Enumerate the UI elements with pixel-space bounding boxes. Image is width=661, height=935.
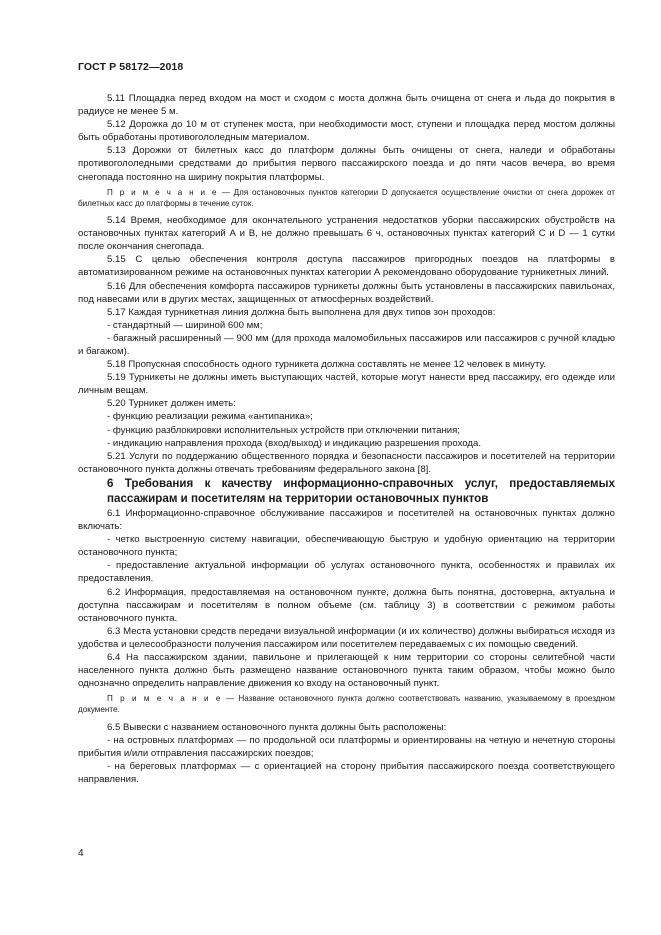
paragraph-5-14: 5.14 Время, необходимое для окончательного устранения недостатков уборки пассажирских обустройств на остановочных пунктах категорий А и В, не должно превышать 6 ч, остановочных пунктах категорий С и D — 1 сутки после окончания снегопада. [78, 215, 615, 253]
list-item: - на островных платформах — по продольной оси платформы и ориентированы на четную и нечетную стороны прибытия и/или отправления пассажирских поездов; [78, 734, 615, 759]
paragraph-5-21: 5.21 Услуги по поддержанию общественного порядка и безопасности пассажиров и посетителей на территории остановочного пункта должны отвечать требованиям федерального закона [8]. [78, 450, 615, 475]
paragraph-6-4: 6.4 На пассажирском здании, павильоне и прилегающей к ним территории со стороны селитебной части населенного пункта должно быть размещено название остановочного пункта таким образом, чтобы можно было однозначно определить направление движения ко входу на остановочный пункт. [78, 651, 615, 690]
list-item: - функцию реализации режима «антипаника»; [107, 411, 313, 423]
document-body [78, 92, 615, 786]
paragraph-5-20: 5.20 Турникет должен иметь: [107, 398, 236, 410]
note-text: — Название остановочного пункта должно соответствовать названию, указываемому в проездном документе. [78, 694, 615, 715]
paragraph-5-17: 5.17 Каждая турникетная линия должна быть выполнена для двух типов зон проходов: [107, 306, 496, 318]
list-item: - четко выстроенную систему навигации, обеспечивающую быструю и удобную ориентацию на территории остановочного пункта; [78, 534, 615, 559]
paragraph-6-1: 6.1 Информационно-справочное обслуживание пассажиров и посетителей на остановочных пунктах должно включать: [78, 507, 615, 533]
paragraph-6-2: 6.2 Информация, предоставляемая на остановочном пункте, должна быть понятна, достоверна, актуальна и доступна пассажирам и посетителям в полном объеме (см. таблицу 3) в соответствии с режимом работы остановочного пункта. [78, 586, 615, 624]
paragraph-5-18: 5.18 Пропускная способность одного турникета должна составлять не менее 12 человек в минуту. [107, 359, 546, 371]
paragraph-5-13: 5.13 Дорожки от билетных касс до платформ должны быть очищены от снега, наледи и обработаны противогололедными средствами до прибытия первого пассажирского поезда и до пяти часов вечера, во время снегопада постоянно на ширину покрытия платформы. [78, 145, 615, 183]
note-text: — Для остановочных пунктов категории D допускается осуществление очистки от снега дорожек от билетных касс до платформы в течение суток. [78, 187, 615, 208]
list-item: - багажный расширенный — 900 мм (для прохода маломобильных пассажиров или пассажиров с ручной кладью и багажом). [78, 332, 615, 357]
note-6-4 [78, 693, 615, 715]
list-item: - предоставление актуальной информации об услугах остановочного пункта, особенностях и правилах их предоставления. [78, 560, 615, 585]
paragraph-5-11: 5.11 Площадка перед входом на мост и сходом с моста должна быть очищена от снега и льда до покрытия в радиусе не менее 5 м. [78, 93, 615, 118]
paragraph-5-19: 5.19 Турникеты не должны иметь выступающих частей, которые могут нанести вред пассажиру, его одежде или личным вещам. [78, 372, 615, 397]
paragraph-6-3: 6.3 Места установки средств передачи визуальной информации (и их количество) должны выбираться исходя из удобства и целесообразности получения пассажиром или посетителем передаваемых с их помощью сведений. [78, 625, 615, 650]
list-item: - индикацию направления прохода (вход/выход) и индикацию разрешения прохода. [107, 437, 482, 449]
note-label: П р и м е ч а н и е [107, 694, 222, 704]
list-item: - функцию разблокировки исполнительных устройств при отключении питания; [107, 424, 460, 436]
note-5-13 [78, 187, 615, 209]
section-6-heading: 6 Требования к качеству информационно-справочных услуг, предоставляемых пассажирам и посетителям на территории остановочных пунктов [107, 476, 615, 506]
paragraph-5-15: 5.15 С целью обеспечения контроля доступа пассажиров пригородных поездов на платформы в автоматизированном режиме на остановочных пунктах категории А рекомендовано оборудование турникетных линий. [78, 254, 615, 279]
page-number: 4 [78, 848, 84, 859]
list-item: - на береговых платформах — с ориентацией на сторону прибытия пассажирского поезда соответствующего направления. [78, 760, 615, 786]
note-label: П р и м е ч а н и е [107, 187, 219, 197]
document-header: ГОСТ Р 58172—2018 [78, 61, 184, 73]
paragraph-5-12: 5.12 Дорожка до 10 м от ступенек моста, при необходимости мост, ступени и площадка перед мостом должны быть обработаны противогололедным материалом. [78, 119, 615, 144]
paragraph-6-5: 6.5 Вывески с названием остановочного пункта должны быть расположены: [107, 721, 447, 733]
paragraph-5-16: 5.16 Для обеспечения комфорта пассажиров турникеты должны быть установлены в пассажирских павильонах, под навесами или в других местах, защищенных от атмосферных воздействий. [78, 280, 615, 305]
list-item: - стандартный — шириной 600 мм; [107, 319, 263, 331]
